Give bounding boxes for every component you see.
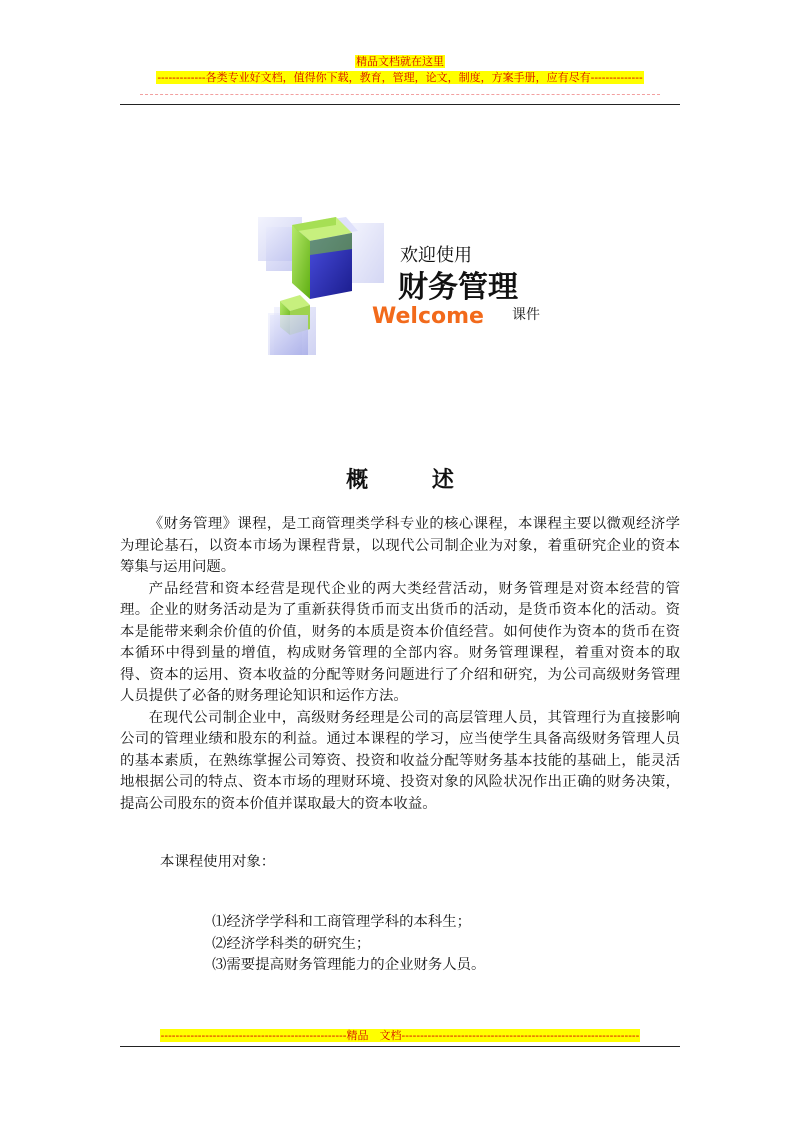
section-title: 概 述 [346,468,482,493]
cube-cluster-icon [258,217,384,355]
footer-banner [0,1029,800,1043]
footer-text: --------------------------------------------------精品 文档---------------------------------------------------------------- [160,1029,640,1042]
footer-rule [120,1046,680,1047]
audience-item-1: ⑴经济学学科和工商管理学科的本科生； [212,914,472,930]
header-tagline-text: -------------各类专业好文档，值得你下载，教育，管理，论文，制度，方案手册，应有尽有-------------- [157,71,643,84]
header-banner-title [0,55,800,69]
course-logo [240,195,560,385]
paragraph-2: 产品经营和资本经营是现代企业的两大类经营活动，财务管理是对资本经营的管理。企业的财务活动是为了重新获得货币而支出货币的活动，是货币资本化的活动。资本是能带来剩余价值的价值，财务的本质是资本价值经营。如何使作为资本的货币在资本循环中得到量的增值，构成财务管理的全部内容。财务管理课程，着重对资本的取得、资本的运用、资本收益的分配等财务问题进行了介绍和研究，为公司高级财务管理人员提供了必备的财务理论知识和运作方法。 [120,580,680,704]
audience-item-2: ⑵经济学科类的研究生； [212,935,371,952]
logo-product-name: 财务管理 [398,270,518,305]
logo-suffix: 课件 [512,307,540,323]
paragraph-1: 《财务管理》课程，是工商管理类学科专业的核心课程，本课程主要以微观经济学为理论基石，以资本市场为课程背景，以现代公司制企业为对象，着重研究企业的资本筹集与运用问题。 [120,516,680,575]
audience-list [212,912,485,977]
logo-welcome: Welcome [372,304,484,329]
header-title-text: 精品文档就在这里 [356,55,444,68]
paragraph-3: 在现代公司制企业中，高级财务经理是公司的高层管理人员，其管理行为直接影响公司的管理业绩和股东的利益。通过本课程的学习，应当使学生具备高级财务管理人员的基本素质，在熟练掌握公司筹资、投资和收益分配等财务基本技能的基础上，能灵活地根据公司的特点、资本市场的理财环境、投资对象的风险状况作出正确的财务决策，提高公司股东的资本价值并谋取最大的资本收益。 [120,709,680,812]
overview-body [120,514,680,815]
logo-greeting: 欢迎使用 [400,245,472,266]
audience-item-3: ⑶需要提高财务管理能力的企业财务人员。 [212,957,486,973]
audience-label: 本课程使用对象： [160,854,276,870]
header-banner-tagline [0,71,800,85]
header-rule [120,104,680,105]
header-dashed-divider [140,94,660,95]
